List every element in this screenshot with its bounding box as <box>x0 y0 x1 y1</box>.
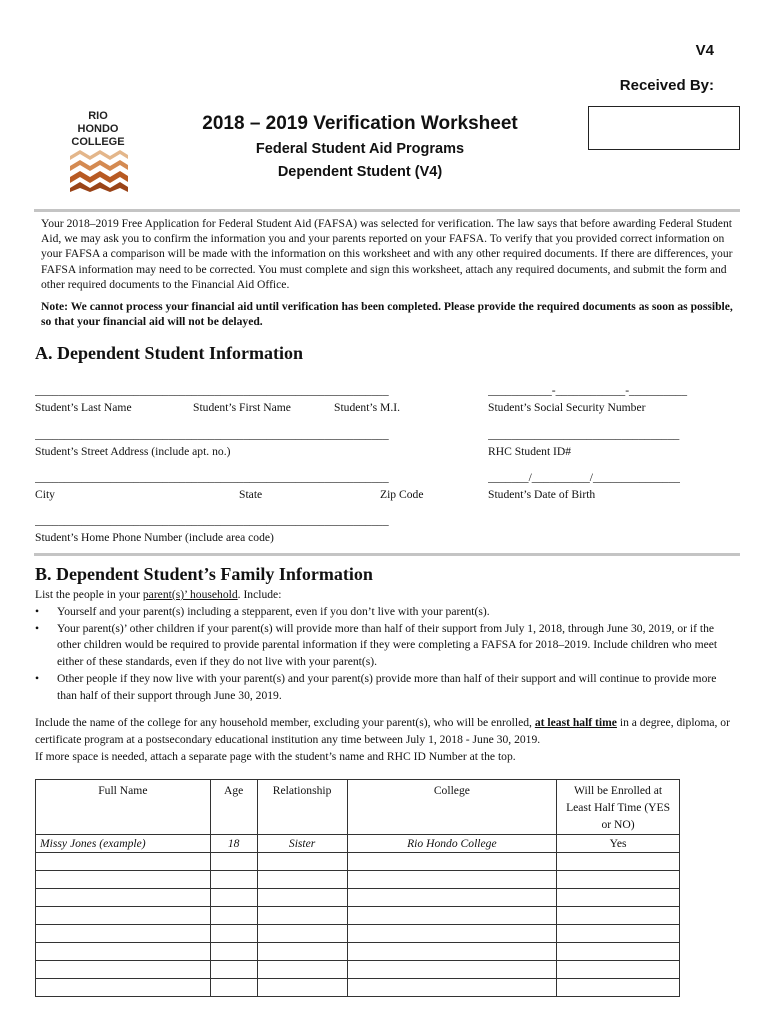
state-label: State <box>239 488 263 501</box>
city-label: City <box>35 488 55 501</box>
divider-middle <box>34 553 740 556</box>
list-intro: List the people in your parent(s)’ household. Include: <box>35 588 282 601</box>
table-row[interactable] <box>36 889 680 907</box>
table-row[interactable] <box>36 961 680 979</box>
subtitle-programs: Federal Student Aid Programs <box>255 141 465 157</box>
last-name-label: Student’s Last Name <box>35 401 132 414</box>
more-space-note: If more space is needed, attach a separate page with the student’s name and RHC ID Number at the top. <box>35 750 516 763</box>
example-relationship: Sister <box>257 835 347 853</box>
table-row[interactable] <box>36 943 680 961</box>
list-item: • Your parent(s)’ other children if your parent(s) will provide more than half of their support from July 1, 2018, through June 30, 2019, or if the other children would be required to provide parental information if they were completing a FAFSA for 2018–2019. Include children who meet either of these standards, even if they do not live with your parent(s). <box>35 621 718 669</box>
note-paragraph: Note: We cannot process your financial aid until verification has been completed. Please provide the required documents as soon as possible, so that your financial aid will not be delayed. <box>41 300 733 329</box>
received-by-label: Received By: <box>619 77 714 94</box>
subtitle-dependent: Dependent Student (V4) <box>277 164 443 180</box>
household-instructions <box>35 587 735 705</box>
section-b-heading: B. Dependent Student’s Family Information <box>35 564 373 584</box>
col-header-enrolled: Will be Enrolled at Least Half Time (YES or NO) <box>557 780 680 835</box>
table-row[interactable] <box>36 979 680 997</box>
example-age: 18 <box>210 835 257 853</box>
logo-text-3: COLLEGE <box>71 136 125 148</box>
address-label: Student’s Street Address (include apt. no.) <box>35 445 231 458</box>
household-underlined: parent(s)’ household <box>142 588 238 601</box>
address-line[interactable]: _____________________________________________________________ <box>35 428 389 441</box>
page-title-text: 2018 – 2019 Verification Worksheet <box>202 113 518 134</box>
col-header-age: Age <box>210 780 257 835</box>
bullet-icon: • <box>35 604 40 618</box>
bullet-icon: • <box>35 671 40 685</box>
dob-label: Student’s Date of Birth <box>488 488 596 501</box>
name-line[interactable]: _____________________________________________________________ <box>35 384 389 397</box>
col-header-full-name: Full Name <box>36 780 211 835</box>
table-row[interactable] <box>36 907 680 925</box>
dob-line[interactable]: _______/__________/_______________ <box>488 471 680 484</box>
logo-text-1: RIO <box>88 110 108 122</box>
zip-label: Zip Code <box>380 488 424 501</box>
mi-label: Student’s M.I. <box>334 401 401 414</box>
city-state-zip-line[interactable]: _____________________________________________________________ <box>35 471 389 484</box>
col-header-relationship: Relationship <box>257 780 347 835</box>
example-enrolled: Yes <box>557 835 680 853</box>
ssn-line[interactable]: ___________-____________-__________ <box>488 384 688 397</box>
bullet-icon: • <box>35 621 40 635</box>
rhc-id-label: RHC Student ID# <box>488 445 572 458</box>
section-a-heading: A. Dependent Student Information <box>35 343 304 363</box>
logo-text-2: HONDO <box>77 123 119 135</box>
half-time-emphasis: at least half time <box>534 716 617 729</box>
include-college-instructions: Include the name of the college for any household member, excluding your parent(s), who will be enrolled, at least half time in a degree, diploma, or certificate program at a postsecondary educational institution any time between July 1, 2018 - June 30, 2019. If more space is needed, attach a separate page with the student’s name and RHC ID Number at the top. <box>35 716 730 763</box>
list-item: • Yourself and your parent(s) including a stepparent, even if you don’t live with your parent(s). <box>35 604 735 621</box>
col-header-college: College <box>347 780 557 835</box>
table-row[interactable] <box>36 925 680 943</box>
rhc-id-line[interactable]: _________________________________ <box>488 428 680 441</box>
intro-paragraph: Your 2018–2019 Free Application for Federal Student Aid (FAFSA) was selected for verification. The law says that before awarding Federal Student Aid, we may ask you to confirm the information you and your parents reported on your FAFSA. To verify that you provided correct information on your FAFSA a comparison will be made with the information on this worksheet and with any other required documents. If there are differences, your FAFSA information may need to be corrected. You must complete and sign this worksheet, attach any required documents, and submit the form and other required documents to the Financial Aid Office. <box>41 217 733 291</box>
phone-label: Student’s Home Phone Number (include area code) <box>35 531 274 544</box>
table-row[interactable] <box>36 871 680 889</box>
ssn-label: Student’s Social Security Number <box>488 401 646 414</box>
example-name: Missy Jones (example) <box>36 835 211 853</box>
divider-top <box>34 209 740 212</box>
list-item: • Other people if they now live with your parent(s) and your parent(s) provide more than half of their support and will continue to provide more than half of their support through June 30, 2019. <box>35 671 717 702</box>
household-table <box>35 779 680 997</box>
example-college: Rio Hondo College <box>347 835 557 853</box>
version-label: V4 <box>695 42 714 59</box>
table-row-example <box>36 835 680 853</box>
phone-line[interactable]: _____________________________________________________________ <box>35 514 389 527</box>
first-name-label: Student’s First Name <box>193 401 291 414</box>
page-title <box>0 113 720 135</box>
table-row[interactable] <box>36 853 680 871</box>
